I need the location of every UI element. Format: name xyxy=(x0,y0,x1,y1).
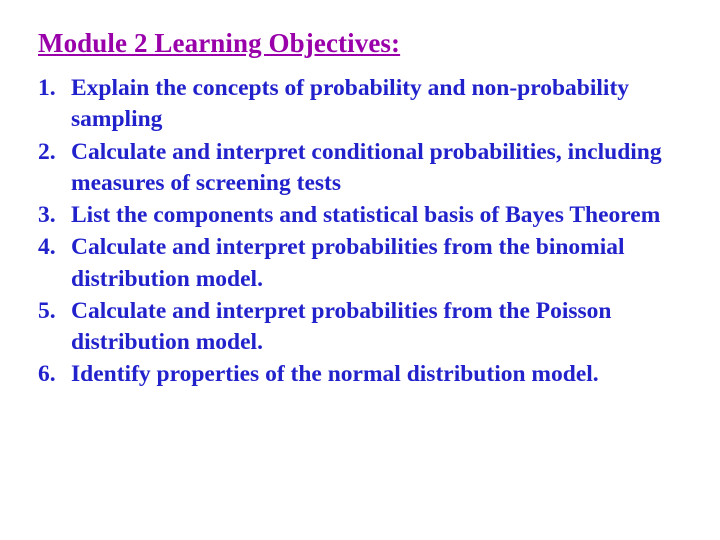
list-item-number: 2. xyxy=(38,138,56,165)
list-item-label: Explain the concepts of probability and non-probability sampling xyxy=(71,75,630,133)
list-item-label: Calculate and interpret conditional probabilities, including measures of screening tests xyxy=(71,138,662,196)
list-item xyxy=(38,200,690,231)
list-item-label: Calculate and interpret probabilities from the binomial distribution model. xyxy=(71,234,625,292)
list-item-number: 5. xyxy=(38,297,56,324)
objectives-list xyxy=(38,73,690,391)
page-title: Module 2 Learning Objectives: xyxy=(38,28,401,58)
list-item-label: List the components and statistical basis of Bayes Theorem xyxy=(71,202,661,229)
list-item-number: 6. xyxy=(38,361,56,388)
list-item-number: 3. xyxy=(38,202,56,229)
list-item-label: Identify properties of the normal distribution model. xyxy=(71,361,599,388)
list-item xyxy=(38,359,690,390)
list-item xyxy=(38,137,690,200)
list-item-number: 1. xyxy=(38,75,56,102)
list-item xyxy=(38,232,690,295)
list-item-number: 4. xyxy=(38,234,56,261)
list-item xyxy=(38,73,690,136)
list-item xyxy=(38,296,690,359)
list-item-label: Calculate and interpret probabilities from the Poisson distribution model. xyxy=(71,297,612,356)
